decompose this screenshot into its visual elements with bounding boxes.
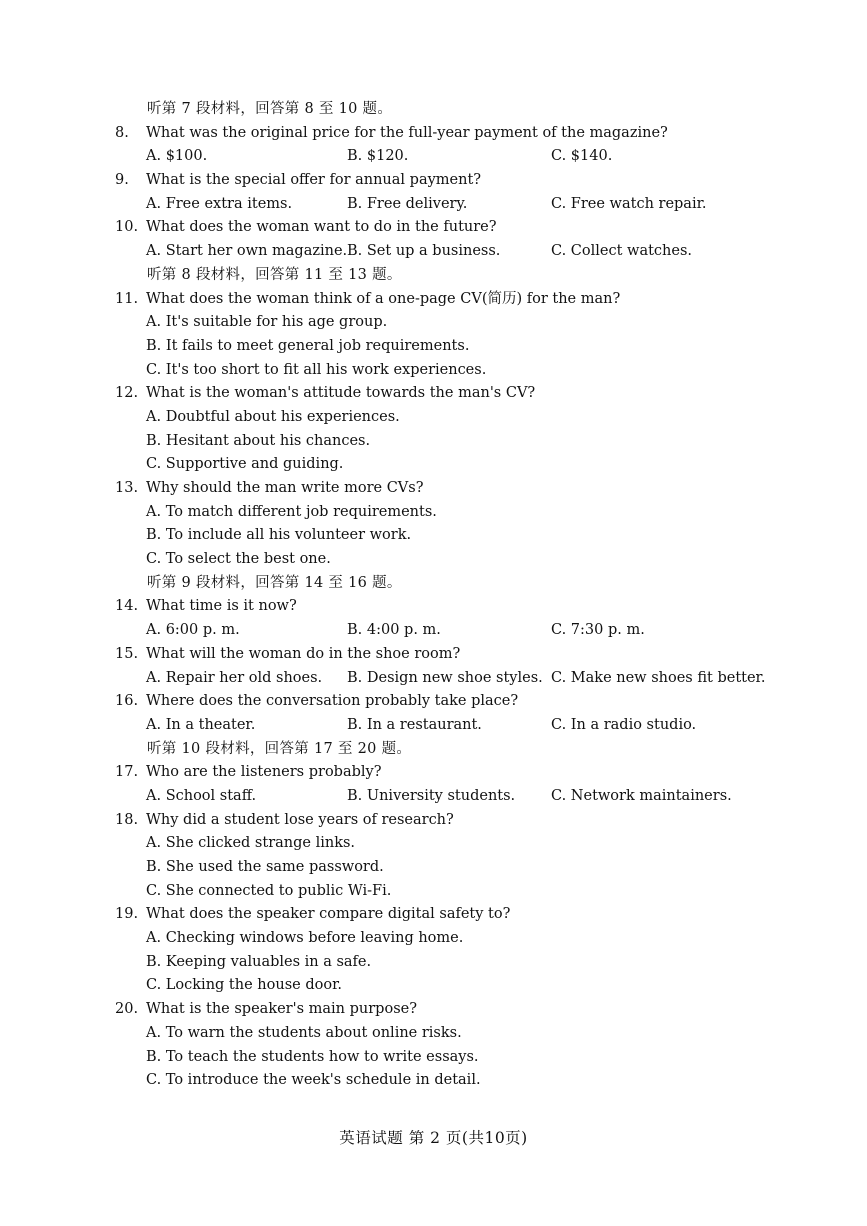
question-stem — [0, 761, 867, 785]
option-row — [0, 667, 867, 691]
option-c: C. Locking the house door. — [146, 977, 343, 994]
option-b: B. University students. — [347, 787, 516, 804]
question-number: 10. — [115, 219, 139, 236]
option-line — [0, 406, 867, 430]
option-c: C. Make new shoes fit better. — [551, 669, 766, 686]
option-row — [0, 619, 867, 643]
option-b: B. In a restaurant. — [347, 716, 482, 733]
page-footer: 英语试题 第 2 页(共10页) — [339, 1129, 528, 1147]
option-c: C. Collect watches. — [551, 243, 693, 260]
question-number: 11. — [115, 290, 139, 307]
option-a: A. $100. — [146, 148, 208, 165]
option-b: B. To include all his volunteer work. — [146, 527, 412, 544]
option-row — [0, 785, 867, 809]
question-number: 12. — [115, 385, 139, 402]
question-text: What was the original price for the full-year payment of the magazine? — [146, 124, 668, 141]
option-b: B. To teach the students how to write essays. — [146, 1048, 479, 1065]
question-number: 8. — [115, 124, 129, 141]
option-c: C. It's too short to fit all his work experiences. — [146, 361, 487, 378]
question-stem — [0, 382, 867, 406]
option-line — [0, 880, 867, 904]
option-c: C. She connected to public Wi-Fi. — [146, 882, 392, 899]
option-a: A. Start her own magazine. — [146, 243, 348, 260]
option-b: B. She used the same password. — [146, 859, 384, 875]
option-c: C. Supportive and guiding. — [146, 456, 344, 473]
option-line — [0, 832, 867, 856]
option-line — [0, 548, 867, 572]
question-text: Why should the man write more CVs? — [146, 480, 424, 496]
question-stem — [0, 903, 867, 927]
question-stem — [0, 216, 867, 240]
option-row — [0, 714, 867, 738]
option-line — [0, 1046, 867, 1070]
option-a: A. Repair her old shoes. — [146, 669, 323, 686]
option-c: C. $140. — [551, 148, 613, 165]
question-number: 16. — [115, 693, 139, 710]
option-a: A. It's suitable for his age group. — [146, 314, 388, 331]
question-text: What does the woman want to do in the future? — [146, 219, 497, 236]
question-text: What will the woman do in the shoe room? — [146, 645, 461, 662]
option-c: C. To introduce the week's schedule in detail. — [146, 1072, 481, 1089]
option-a: A. She clicked strange links. — [146, 835, 356, 852]
option-a: A. Doubtful about his experiences. — [146, 408, 400, 425]
option-a: A. To warn the students about online risks. — [146, 1024, 462, 1041]
option-b: B. Set up a business. — [347, 243, 501, 260]
option-a: A. Free extra items. — [146, 195, 293, 212]
option-a: A. School staff. — [146, 787, 257, 804]
question-number: 19. — [115, 906, 139, 923]
option-a: A. 6:00 p. m. — [146, 622, 240, 639]
option-line — [0, 856, 867, 880]
listening-section — [0, 98, 867, 1093]
option-row — [0, 240, 867, 264]
question-text: Where does the conversation probably take place? — [146, 693, 519, 710]
option-line — [0, 524, 867, 548]
question-stem — [0, 122, 867, 146]
section-heading: 听第 10 段材料，回答第 17 至 20 题。 — [147, 740, 412, 757]
question-number: 17. — [115, 764, 139, 781]
section-heading: 听第 9 段材料，回答第 14 至 16 题。 — [147, 574, 402, 591]
option-line — [0, 1069, 867, 1093]
option-c: C. To select the best one. — [146, 551, 331, 568]
question-text: What is the speaker's main purpose? — [146, 1001, 417, 1018]
question-stem — [0, 595, 867, 619]
option-line — [0, 311, 867, 335]
question-text: What is the special offer for annual payment? — [146, 172, 482, 189]
option-a: A. In a theater. — [146, 716, 256, 733]
option-line — [0, 359, 867, 383]
question-text: What does the woman think of a one-page CV(简历) for the man? — [146, 290, 621, 307]
option-b: B. $120. — [347, 148, 409, 165]
question-stem — [0, 998, 867, 1022]
option-b: B. Hesitant about his chances. — [146, 432, 371, 449]
question-number: 13. — [115, 480, 139, 496]
option-line — [0, 927, 867, 951]
question-stem — [0, 643, 867, 667]
question-stem — [0, 169, 867, 193]
option-row — [0, 145, 867, 169]
option-line — [0, 335, 867, 359]
option-c: C. Network maintainers. — [551, 787, 732, 804]
option-line — [0, 501, 867, 525]
option-b: B. 4:00 p. m. — [347, 622, 441, 639]
section-heading: 听第 8 段材料，回答第 11 至 13 题。 — [147, 266, 402, 283]
option-c: C. In a radio studio. — [551, 716, 697, 733]
option-b: B. It fails to meet general job requirements. — [146, 337, 470, 354]
option-c: C. 7:30 p. m. — [551, 622, 645, 639]
option-b: B. Keeping valuables in a safe. — [146, 953, 372, 970]
question-text: Why did a student lose years of research? — [146, 811, 454, 828]
question-stem — [0, 288, 867, 312]
option-line — [0, 951, 867, 975]
question-text: What is the woman's attitude towards the man's CV? — [146, 385, 536, 402]
option-a: A. To match different job requirements. — [146, 503, 437, 520]
question-text: What time is it now? — [146, 598, 297, 615]
question-number: 14. — [115, 598, 139, 615]
question-stem — [0, 477, 867, 501]
section-heading: 听第 7 段材料，回答第 8 至 10 题。 — [147, 101, 393, 117]
question-number: 18. — [115, 811, 139, 828]
question-stem — [0, 809, 867, 833]
option-a: A. Checking windows before leaving home. — [146, 930, 464, 947]
option-row — [0, 193, 867, 217]
option-line — [0, 430, 867, 454]
option-line — [0, 974, 867, 998]
question-number: 20. — [115, 1001, 139, 1018]
option-line — [0, 453, 867, 477]
question-text: Who are the listeners probably? — [146, 764, 382, 781]
question-number: 15. — [115, 645, 139, 662]
option-c: C. Free watch repair. — [551, 195, 707, 212]
option-line — [0, 1022, 867, 1046]
question-number: 9. — [115, 172, 129, 189]
option-b: B. Design new shoe styles. — [347, 669, 543, 686]
option-b: B. Free delivery. — [347, 195, 468, 212]
question-stem — [0, 690, 867, 714]
question-text: What does the speaker compare digital safety to? — [146, 906, 511, 923]
